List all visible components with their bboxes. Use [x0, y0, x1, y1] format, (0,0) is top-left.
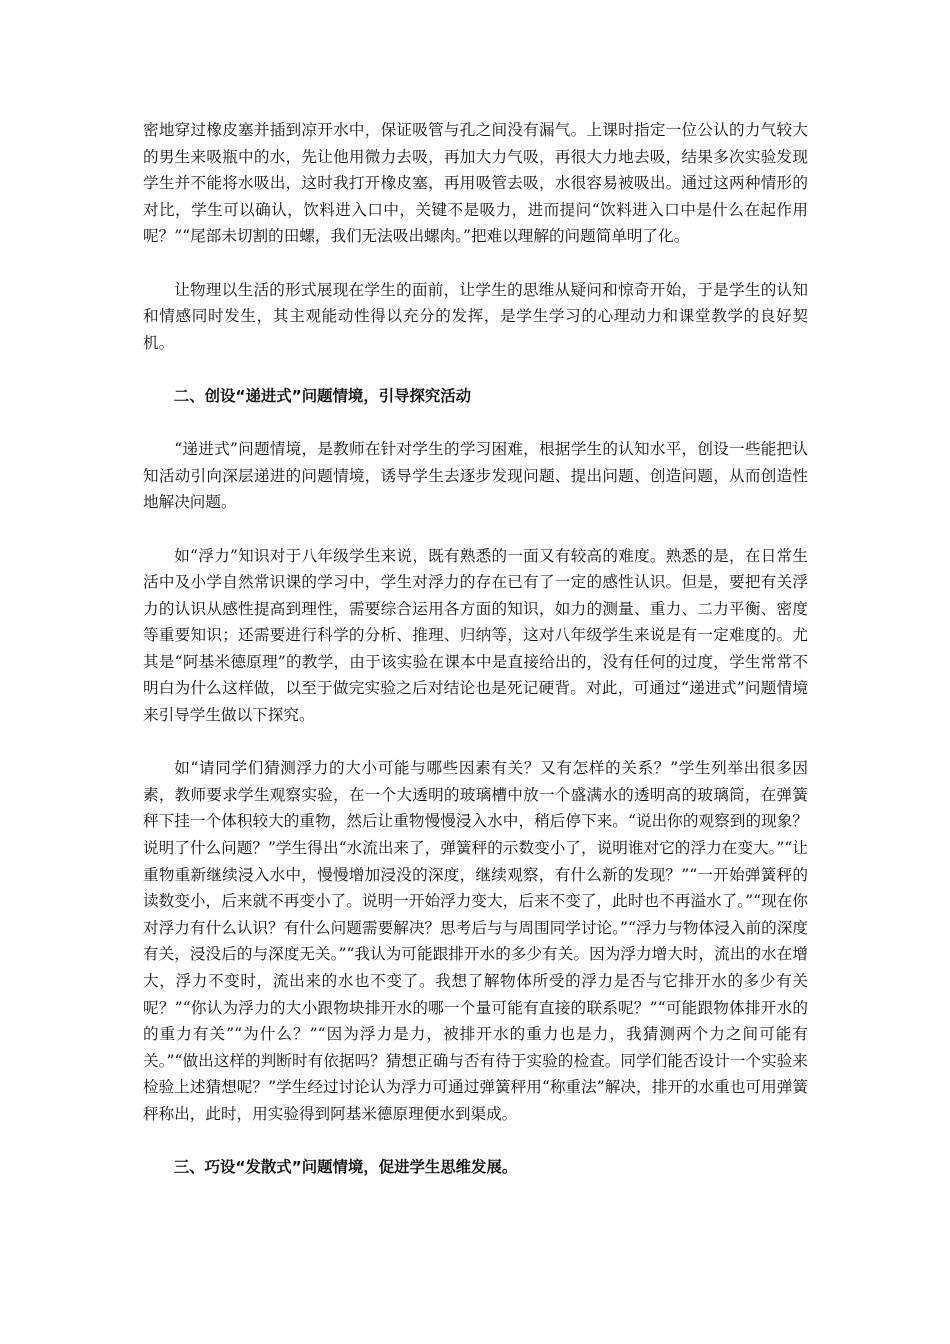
section-heading-3: 三、巧设“发散式”问题情境，促进学生思维发展。	[173, 1158, 518, 1177]
paragraph-physics-life: 让物理以生活的形式展现在学生的面前，让学生的思维从疑问和惊奇开始，于是学生的认知和情感同时发生，其主观能动性得以充分的发挥，是学生学习的心理动力和课堂教学的良好契机。	[143, 280, 808, 352]
paragraph-progressive-definition: “递进式”问题情境，是教师在针对学生的学习困难，根据学生的认知水平，创设一些能把认知活动引向深层递进的问题情境，诱导学生去逐步发现问题、提出问题、创造问题，从而创造性地解决问题。	[143, 440, 808, 512]
section-heading-2: 二、创设“递进式”问题情境，引导探究活动	[173, 386, 472, 405]
document-body	[143, 117, 808, 1207]
paragraph-buoyancy-example: 如“浮力”知识对于八年级学生来说，既有熟悉的一面又有较高的难度。熟悉的是，在日常生活中及小学自然常识课的学习中，学生对浮力的存在已有了一定的感性认识。但是，要把有关浮力的认识从感性提高到理性，需要综合运用各方面的知识，如力的测量、重力、二力平衡、密度等重要知识；还需要进行科学的分析、推理、归纳等，这对八年级学生来说是有一定难度的。尤其是“阿基米德原理”的教学，由于该实验在课本中是直接给出的，没有任何的过度，学生常常不明白为什么这样做，以至于做完实验之后对结论也是死记硬背。对此，可通过“递进式”问题情境来引导学生做以下探究。	[143, 546, 808, 725]
paragraph-buoyancy-inquiry: 如“请同学们猜测浮力的大小可能与哪些因素有关？又有怎样的关系？”学生列举出很多因素，教师要求学生观察实验，在一个大透明的玻璃槽中放一个盛满水的透明高的玻璃筒，在弹簧秤下挂一个体积较大的重物，然后让重物慢慢浸入水中，稍后停下来。“说出你的观察到的现象？说明了什么问题？”学生得出“水流出来了，弹簧秤的示数变小了，说明谁对它的浮力在变大。”“让重物重新继续浸入水中，慢慢增加浸没的深度，继续观察，有什么新的发现？”“一开始弹簧秤的读数变小，后来就不再变小了。说明一开始浮力变大，后来不变了，此时也不再溢水了。”“现在你对浮力有什么认识？有什么问题需要解决？思考后与与周围同学讨论。”“浮力与物体浸入前的深度有关，浸没后的与深度无关。”“我认为可能跟排开水的多少有关。因为浮力增大时，流出的水在增大，浮力不变时，流出来的水也不变了。我想了解物体所受的浮力是否与它排开水的多少有关呢？”“你认为浮力的大小跟物块排开水的哪一个量可能有直接的联系呢？”“可能跟物体排开水的的重力有关”“为什么？”“因为浮力是力，被排开水的重力也是力，我猜测两个力之间可能有关。”“做出这样的判断时有依据吗？猜想正确与否有待于实验的检查。同学们能否设计一个实验来检验上述猜想呢？”学生经过讨论认为浮力可通过弹簧秤用“称重法”解决，排开的水重也可用弹簧秤称出，此时，用实验得到阿基米德原理便水到渠成。	[143, 759, 808, 1123]
paragraph-continuation: 密地穿过橡皮塞并插到凉开水中，保证吸管与孔之间没有漏气。上课时指定一位公认的力气较大的男生来吸瓶中的水，先让他用微力去吸，再加大力气吸，再很大力地去吸，结果多次实验发现学生并不能将水吸出，这时我打开橡皮塞，再用吸管去吸，水很容易被吸出。通过这两种情形的对比，学生可以确认，饮料进入口中，关键不是吸力，进而提问“饮料进入口中是什么在起作用呢？”“尾部未切割的田螺，我们无法吸出螺肉。”把难以理解的问题简单明了化。	[143, 121, 808, 246]
